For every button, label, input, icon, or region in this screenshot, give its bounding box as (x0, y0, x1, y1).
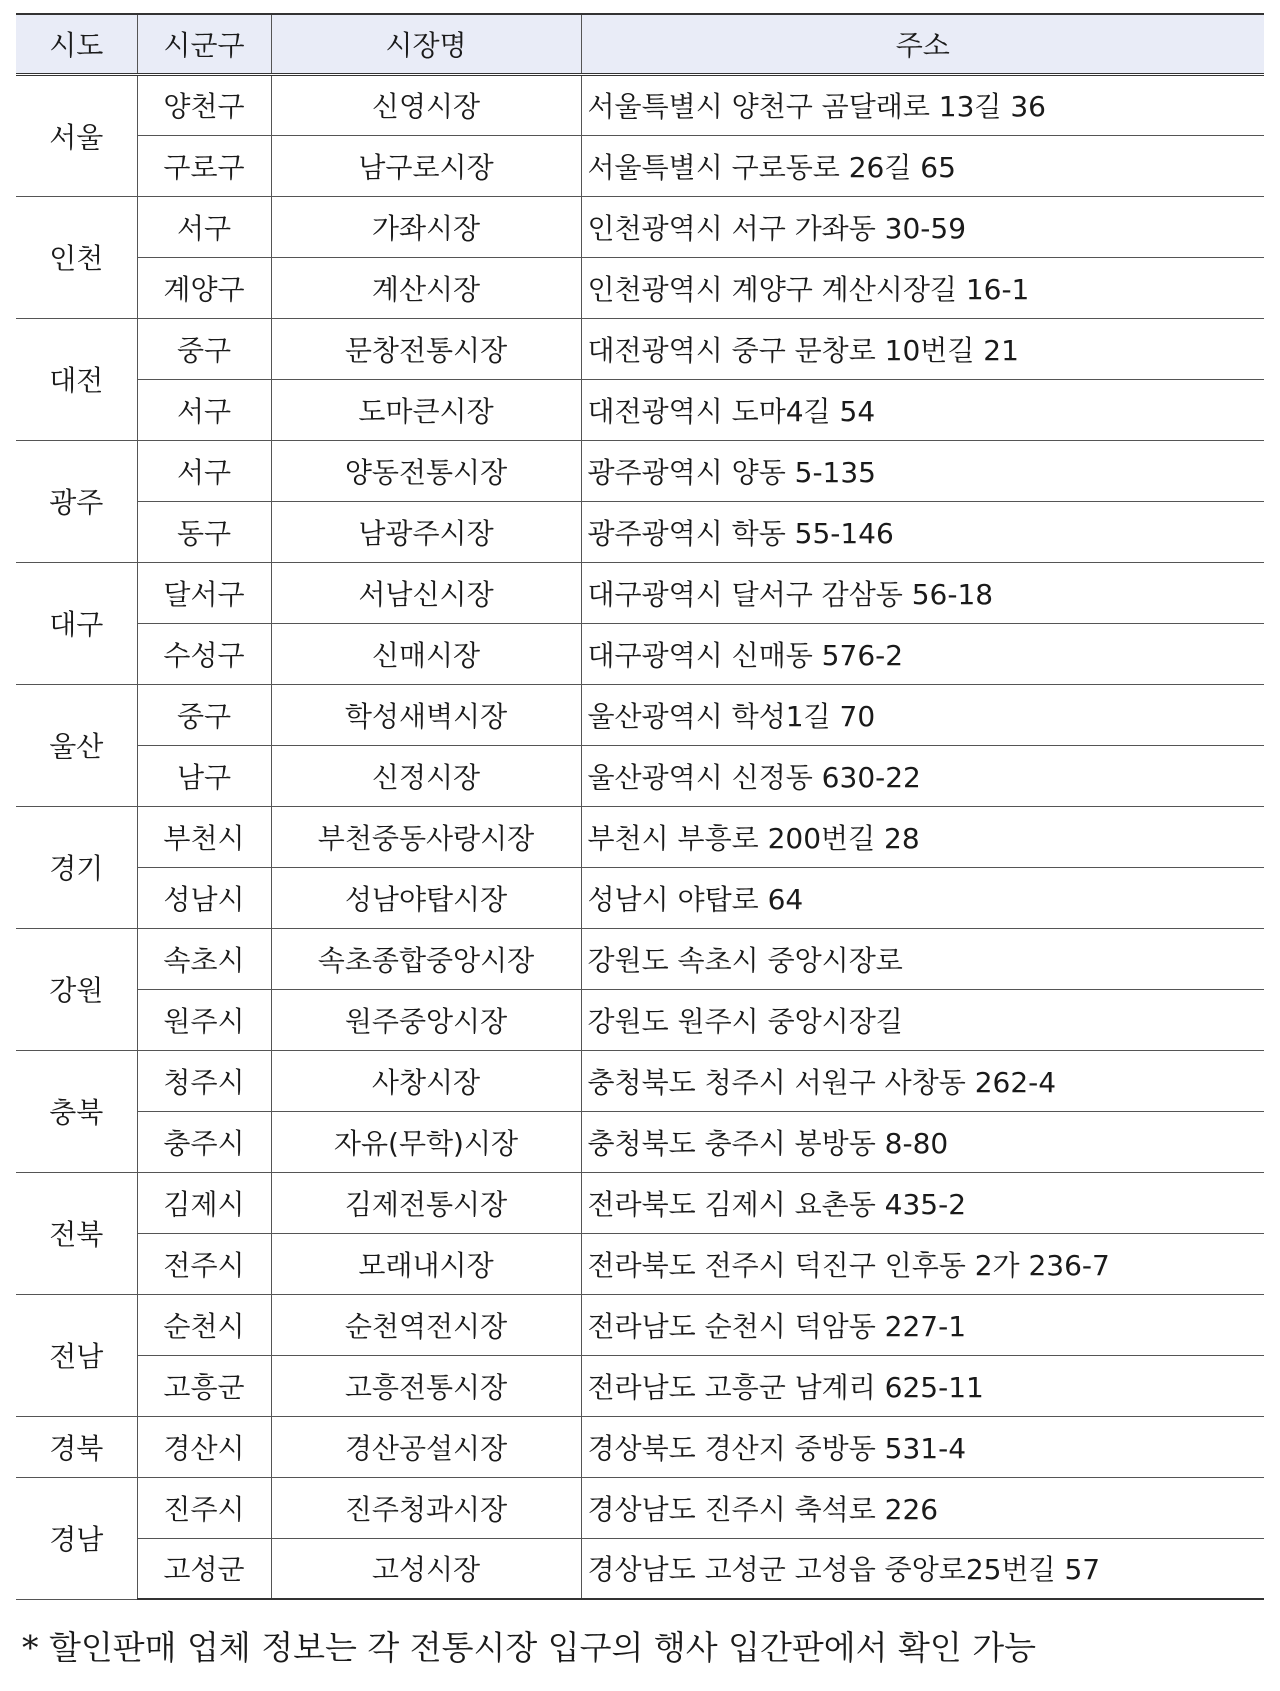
table-row (16, 1477, 1264, 1538)
cell-sigungu: 순천시 (137, 1294, 271, 1355)
cell-sido: 울산 (16, 684, 137, 806)
cell-market: 계산시장 (271, 257, 581, 318)
cell-market: 속초종합중앙시장 (271, 928, 581, 989)
cell-sido: 대구 (16, 562, 137, 684)
cell-sigungu: 경산시 (137, 1416, 271, 1477)
cell-sido: 서울 (16, 74, 137, 196)
table-row (16, 623, 1264, 684)
cell-sigungu: 청주시 (137, 1050, 271, 1111)
cell-market: 문창전통시장 (271, 318, 581, 379)
cell-market: 순천역전시장 (271, 1294, 581, 1355)
cell-sigungu: 동구 (137, 501, 271, 562)
table-row (16, 501, 1264, 562)
cell-market: 신정시장 (271, 745, 581, 806)
cell-address: 대구광역시 달서구 감삼동 56-18 (581, 562, 1264, 623)
cell-market: 가좌시장 (271, 196, 581, 257)
table-row (16, 1416, 1264, 1477)
cell-address: 경상남도 고성군 고성읍 중앙로25번길 57 (581, 1538, 1264, 1599)
cell-address: 광주광역시 학동 55-146 (581, 501, 1264, 562)
table-row (16, 806, 1264, 867)
table-row (16, 135, 1264, 196)
cell-sigungu: 달서구 (137, 562, 271, 623)
table-header (16, 14, 1264, 74)
cell-address: 대전광역시 중구 문창로 10번길 21 (581, 318, 1264, 379)
cell-market: 자유(무학)시장 (271, 1111, 581, 1172)
cell-market: 진주청과시장 (271, 1477, 581, 1538)
cell-sigungu: 수성구 (137, 623, 271, 684)
table-row (16, 196, 1264, 257)
cell-sigungu: 전주시 (137, 1233, 271, 1294)
table-row (16, 1172, 1264, 1233)
cell-sigungu: 서구 (137, 196, 271, 257)
cell-sigungu: 구로구 (137, 135, 271, 196)
table-row (16, 867, 1264, 928)
cell-sido: 대전 (16, 318, 137, 440)
table-row (16, 1538, 1264, 1599)
table-row (16, 1111, 1264, 1172)
cell-market: 원주중앙시장 (271, 989, 581, 1050)
cell-address: 충청북도 청주시 서원구 사창동 262-4 (581, 1050, 1264, 1111)
cell-market: 도마큰시장 (271, 379, 581, 440)
cell-address: 서울특별시 양천구 곰달래로 13길 36 (581, 74, 1264, 135)
cell-sido: 광주 (16, 440, 137, 562)
cell-market: 성남야탑시장 (271, 867, 581, 928)
header-market: 시장명 (271, 14, 581, 74)
cell-market: 신매시장 (271, 623, 581, 684)
cell-sido: 인천 (16, 196, 137, 318)
table-row (16, 928, 1264, 989)
cell-sido: 강원 (16, 928, 137, 1050)
table-row (16, 74, 1264, 135)
cell-sigungu: 성남시 (137, 867, 271, 928)
cell-address: 강원도 원주시 중앙시장길 (581, 989, 1264, 1050)
cell-address: 전라남도 순천시 덕암동 227-1 (581, 1294, 1264, 1355)
cell-sigungu: 원주시 (137, 989, 271, 1050)
cell-address: 강원도 속초시 중앙시장로 (581, 928, 1264, 989)
cell-market: 경산공설시장 (271, 1416, 581, 1477)
cell-address: 서울특별시 구로동로 26길 65 (581, 135, 1264, 196)
table-row (16, 440, 1264, 501)
cell-address: 충청북도 충주시 봉방동 8-80 (581, 1111, 1264, 1172)
cell-market: 학성새벽시장 (271, 684, 581, 745)
cell-sido: 충북 (16, 1050, 137, 1172)
cell-address: 전라남도 고흥군 남계리 625-11 (581, 1355, 1264, 1416)
cell-sido: 경기 (16, 806, 137, 928)
cell-address: 대전광역시 도마4길 54 (581, 379, 1264, 440)
cell-market: 양동전통시장 (271, 440, 581, 501)
cell-market: 고흥전통시장 (271, 1355, 581, 1416)
header-row (16, 14, 1264, 74)
cell-sigungu: 고성군 (137, 1538, 271, 1599)
cell-market: 모래내시장 (271, 1233, 581, 1294)
cell-sigungu: 고흥군 (137, 1355, 271, 1416)
table-row (16, 1050, 1264, 1111)
cell-sigungu: 양천구 (137, 74, 271, 135)
table-row (16, 684, 1264, 745)
table-row (16, 745, 1264, 806)
cell-sigungu: 부천시 (137, 806, 271, 867)
header-sigungu: 시군구 (137, 14, 271, 74)
table-row (16, 989, 1264, 1050)
cell-sigungu: 속초시 (137, 928, 271, 989)
cell-address: 인천광역시 계양구 계산시장길 16-1 (581, 257, 1264, 318)
cell-sigungu: 중구 (137, 318, 271, 379)
cell-sido: 전북 (16, 1172, 137, 1294)
table-row (16, 1233, 1264, 1294)
cell-address: 울산광역시 신정동 630-22 (581, 745, 1264, 806)
cell-market: 부천중동사랑시장 (271, 806, 581, 867)
cell-market: 남광주시장 (271, 501, 581, 562)
cell-sido: 경북 (16, 1416, 137, 1477)
cell-market: 김제전통시장 (271, 1172, 581, 1233)
cell-address: 인천광역시 서구 가좌동 30-59 (581, 196, 1264, 257)
table-row (16, 257, 1264, 318)
cell-sigungu: 남구 (137, 745, 271, 806)
cell-address: 성남시 야탑로 64 (581, 867, 1264, 928)
cell-address: 경상남도 진주시 축석로 226 (581, 1477, 1264, 1538)
cell-sido: 경남 (16, 1477, 137, 1599)
header-address: 주소 (581, 14, 1264, 74)
cell-sido: 전남 (16, 1294, 137, 1416)
cell-address: 부천시 부흥로 200번길 28 (581, 806, 1264, 867)
cell-address: 경상북도 경산지 중방동 531-4 (581, 1416, 1264, 1477)
table-row (16, 379, 1264, 440)
cell-sigungu: 서구 (137, 440, 271, 501)
cell-address: 울산광역시 학성1길 70 (581, 684, 1264, 745)
footnote: * 할인판매 업체 정보는 각 전통시장 입구의 행사 입간판에서 확인 가능 (22, 1628, 1036, 1667)
market-table (16, 13, 1264, 1600)
cell-market: 사창시장 (271, 1050, 581, 1111)
table-body (16, 74, 1264, 1599)
cell-sigungu: 진주시 (137, 1477, 271, 1538)
header-sido: 시도 (16, 14, 137, 74)
table-row (16, 318, 1264, 379)
cell-address: 전라북도 전주시 덕진구 인후동 2가 236-7 (581, 1233, 1264, 1294)
cell-market: 남구로시장 (271, 135, 581, 196)
table-row (16, 1355, 1264, 1416)
cell-address: 전라북도 김제시 요촌동 435-2 (581, 1172, 1264, 1233)
cell-market: 신영시장 (271, 74, 581, 135)
cell-sigungu: 중구 (137, 684, 271, 745)
cell-sigungu: 서구 (137, 379, 271, 440)
cell-market: 서남신시장 (271, 562, 581, 623)
cell-address: 광주광역시 양동 5-135 (581, 440, 1264, 501)
cell-sigungu: 충주시 (137, 1111, 271, 1172)
cell-address: 대구광역시 신매동 576-2 (581, 623, 1264, 684)
table-row (16, 1294, 1264, 1355)
cell-market: 고성시장 (271, 1538, 581, 1599)
cell-sigungu: 김제시 (137, 1172, 271, 1233)
cell-sigungu: 계양구 (137, 257, 271, 318)
table-row (16, 562, 1264, 623)
